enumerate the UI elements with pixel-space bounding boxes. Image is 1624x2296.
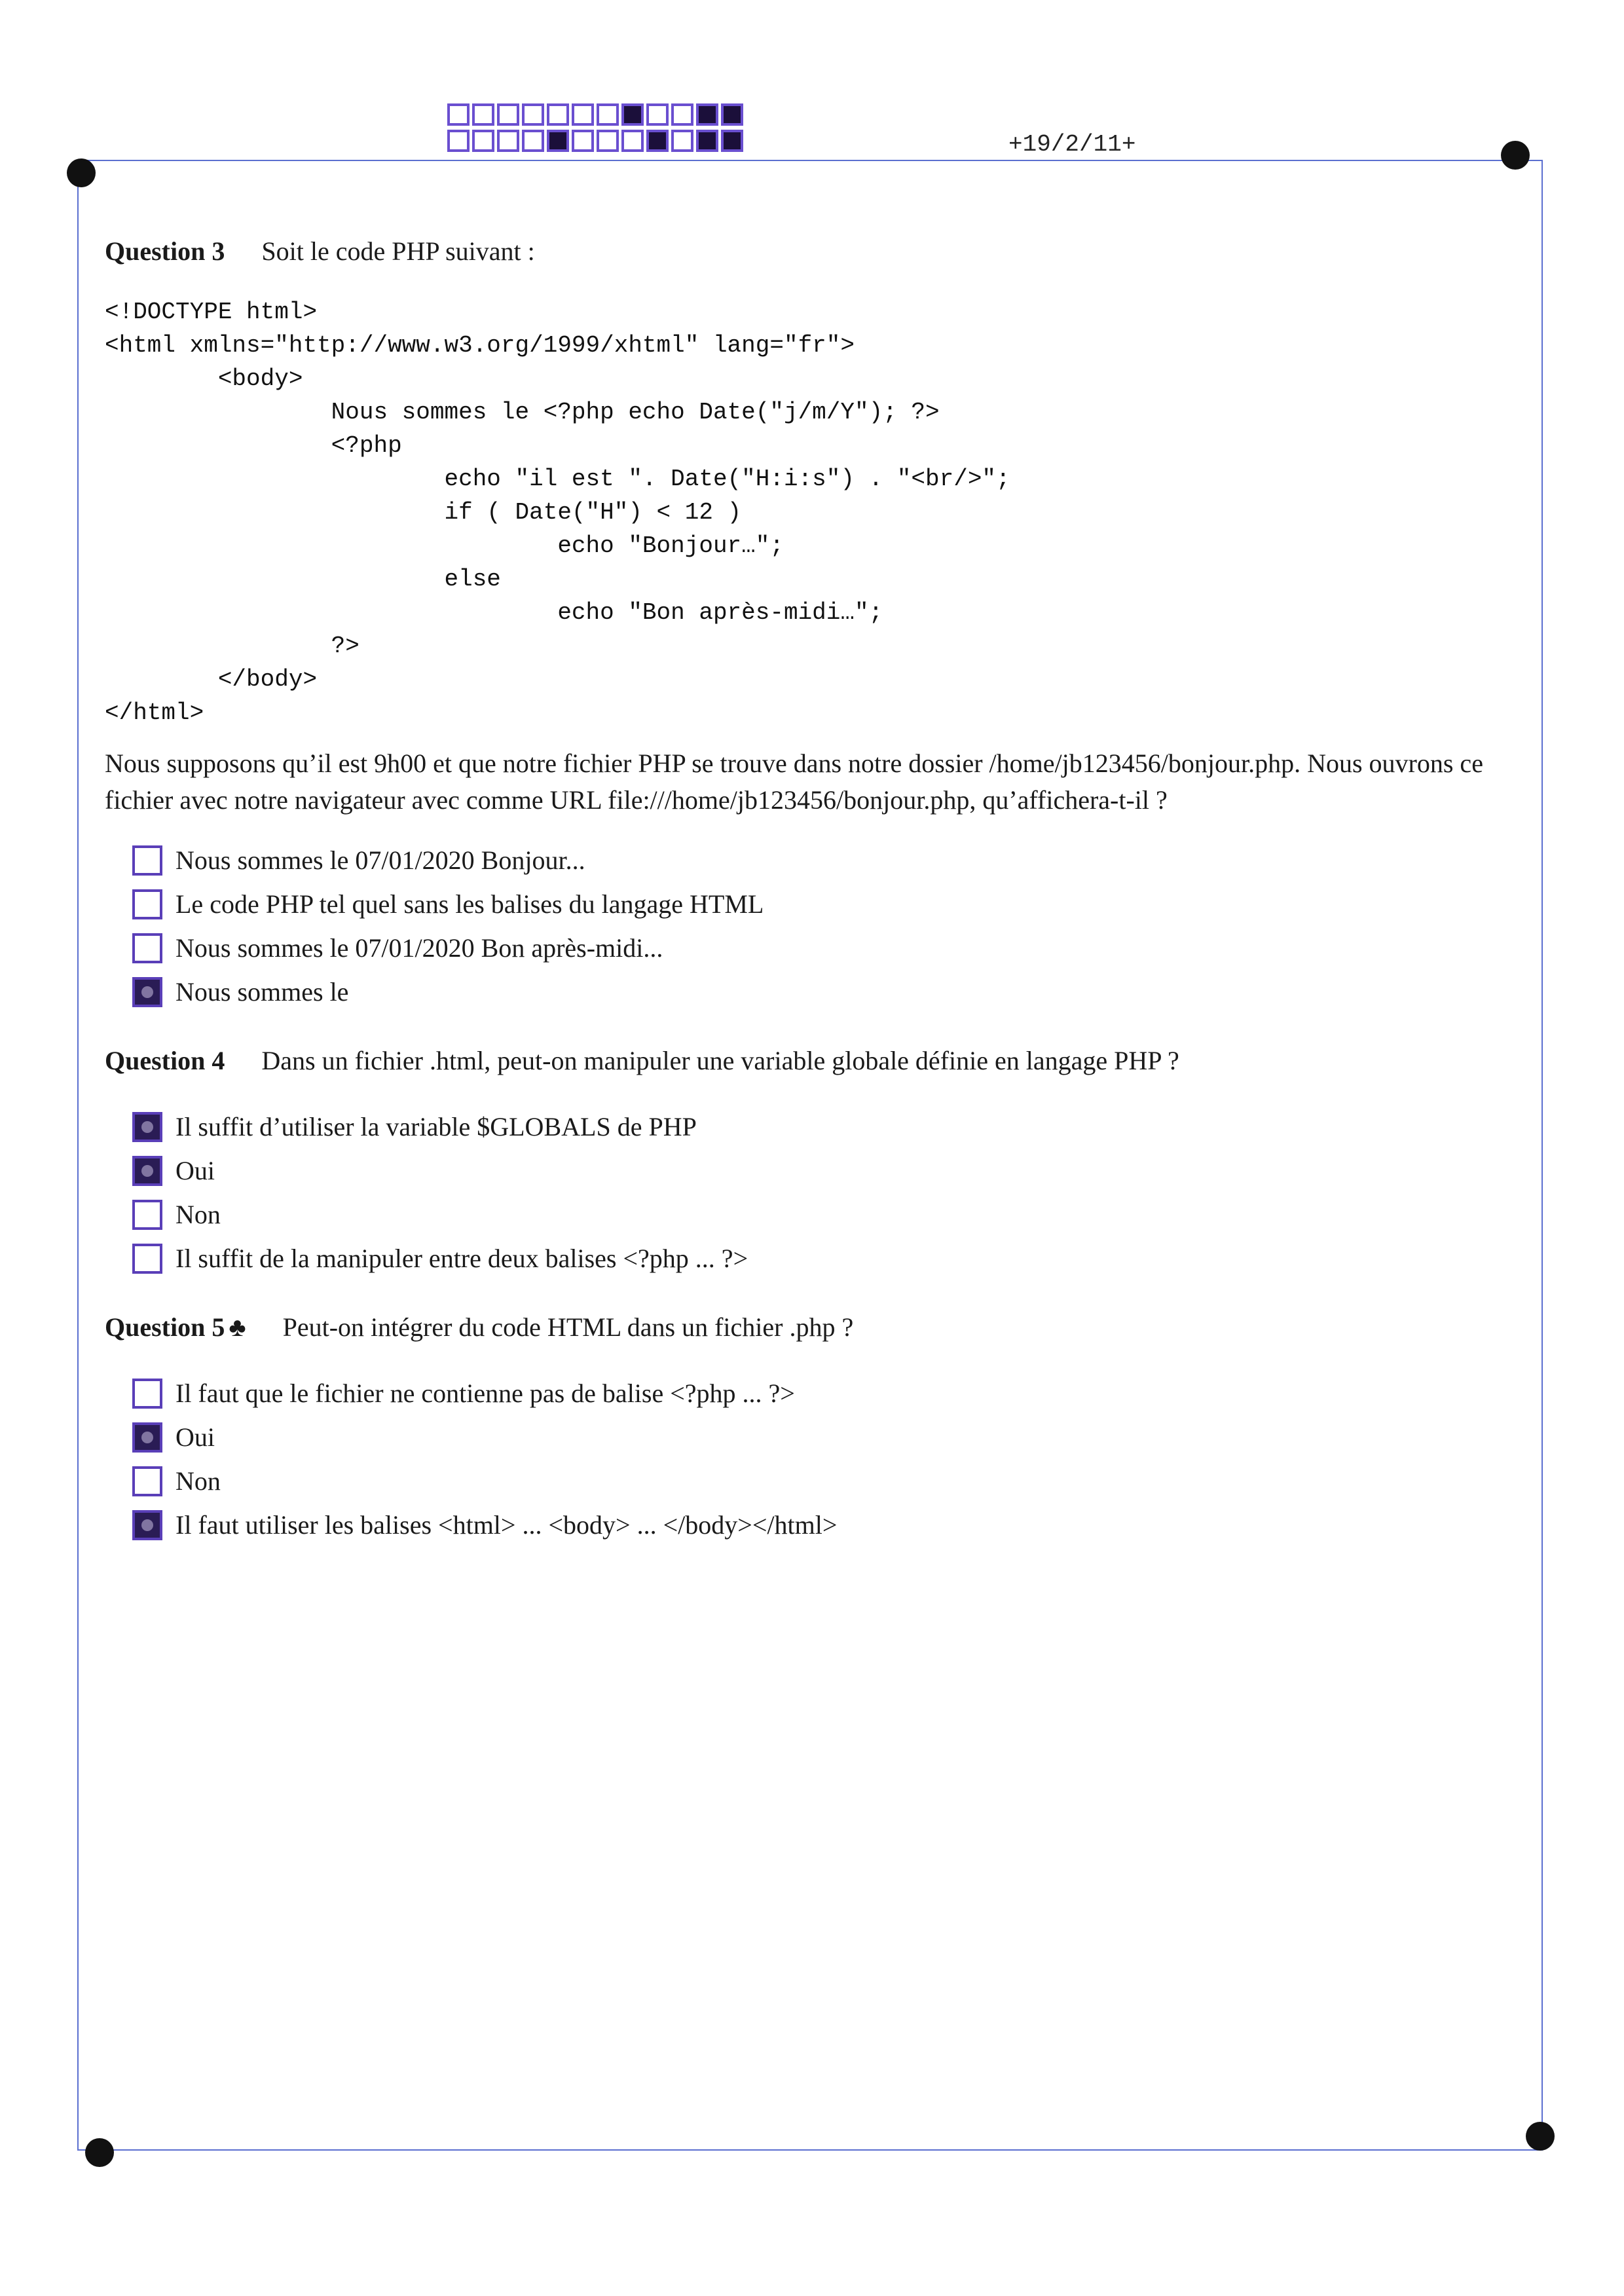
- question-header: [105, 236, 1506, 267]
- question-3: [105, 236, 1506, 1014]
- id-cell: [671, 130, 693, 152]
- answer-checkbox[interactable]: [132, 1510, 162, 1540]
- question-4: [105, 1045, 1506, 1280]
- id-cell: [597, 103, 619, 126]
- student-id-grid: [447, 103, 746, 156]
- registration-mark-bottom-left: [85, 2138, 114, 2167]
- answer-text: Non: [175, 1466, 221, 1496]
- question-label: Question 4: [105, 1046, 225, 1075]
- answer-option[interactable]: [132, 1193, 1506, 1236]
- question-prompt: Peut-on intégrer du code HTML dans un fichier .php ?: [282, 1312, 854, 1342]
- answer-checkbox[interactable]: [132, 1244, 162, 1274]
- id-cell: [547, 130, 569, 152]
- answer-option[interactable]: [132, 1149, 1506, 1193]
- answer-checkbox[interactable]: [132, 1200, 162, 1230]
- id-cell: [597, 130, 619, 152]
- question-prompt: Dans un fichier .html, peut-on manipuler une variable globale définie en langage PHP ?: [261, 1046, 1179, 1075]
- id-cell: [497, 103, 519, 126]
- id-cell: [447, 103, 470, 126]
- answer-text: Oui: [175, 1422, 215, 1452]
- id-cell: [472, 130, 494, 152]
- answer-option[interactable]: [132, 970, 1506, 1014]
- answer-option[interactable]: [132, 1415, 1506, 1459]
- answer-option[interactable]: [132, 1459, 1506, 1503]
- id-cell: [621, 130, 644, 152]
- id-grid-row-1: [447, 103, 746, 126]
- question-header: [105, 1045, 1506, 1076]
- answer-checkbox[interactable]: [132, 977, 162, 1007]
- answer-option[interactable]: [132, 926, 1506, 970]
- question-prompt: Soit le code PHP suivant :: [261, 236, 535, 266]
- question-paragraph: Nous supposons qu’il est 9h00 et que notre fichier PHP se trouve dans notre dossier /home/jb123456/bonjour.php. Nous ouvrons ce fichier avec notre navigateur avec comme URL file:///home/jb123456/bonjour.php, qu’affichera-t-il ?: [105, 749, 1483, 815]
- id-cell: [447, 130, 470, 152]
- answer-option[interactable]: [132, 882, 1506, 926]
- answer-text: Le code PHP tel quel sans les balises du langage HTML: [175, 889, 764, 919]
- answer-option[interactable]: [132, 1371, 1506, 1415]
- php-code-block: <!DOCTYPE html> <html xmlns="http://www.w3.org/1999/xhtml" lang="fr"> <body> Nous sommes le <?php echo Date("j/m/Y"); ?> <?php echo "il est ". Date("H:i:s") . "<br/>"; if ( Date("H") < 12 ) echo "Bonjour…"; else echo "Bon après-midi…"; ?> </body> </html>: [105, 299, 1010, 726]
- id-cell: [646, 130, 669, 152]
- id-cell: [621, 103, 644, 126]
- page-id: +19/2/11+: [1008, 131, 1136, 158]
- answer-text: Nous sommes le 07/01/2020 Bon après-midi...: [175, 933, 663, 963]
- id-cell: [721, 130, 743, 152]
- id-cell: [671, 103, 693, 126]
- question-label: [105, 1312, 246, 1342]
- answer-option[interactable]: [132, 1236, 1506, 1280]
- question-label: Question 3: [105, 236, 225, 266]
- answer-checkbox[interactable]: [132, 1466, 162, 1496]
- answer-checkbox[interactable]: [132, 1156, 162, 1186]
- question-header: [105, 1312, 1506, 1342]
- id-cell: [572, 103, 594, 126]
- answer-text: Nous sommes le 07/01/2020 Bonjour...: [175, 845, 585, 875]
- question-5: [105, 1312, 1506, 1547]
- id-cell: [497, 130, 519, 152]
- registration-mark-top-right: [1501, 141, 1530, 170]
- answer-text: Il suffit d’utiliser la variable $GLOBALS de PHP: [175, 1112, 697, 1141]
- id-cell: [472, 103, 494, 126]
- question-label-text: Question 5: [105, 1312, 225, 1342]
- answer-list: [132, 1105, 1506, 1280]
- answer-text: Il suffit de la manipuler entre deux balises <?php ... ?>: [175, 1244, 748, 1273]
- id-cell: [547, 103, 569, 126]
- id-cell: [721, 103, 743, 126]
- answer-checkbox[interactable]: [132, 1112, 162, 1142]
- answer-list: [132, 1371, 1506, 1547]
- id-cell: [646, 103, 669, 126]
- id-cell: [522, 103, 544, 126]
- answer-checkbox[interactable]: [132, 933, 162, 963]
- answer-option[interactable]: [132, 838, 1506, 882]
- answer-text: Oui: [175, 1156, 215, 1185]
- answer-checkbox[interactable]: [132, 845, 162, 876]
- id-grid-row-2: [447, 130, 746, 152]
- answer-text: Non: [175, 1200, 221, 1229]
- answer-text: Il faut que le fichier ne contienne pas de balise <?php ... ?>: [175, 1379, 795, 1408]
- answer-option[interactable]: [132, 1105, 1506, 1149]
- answer-checkbox[interactable]: [132, 1379, 162, 1409]
- answer-option[interactable]: [132, 1503, 1506, 1547]
- id-cell: [522, 130, 544, 152]
- answer-checkbox[interactable]: [132, 1422, 162, 1453]
- id-cell: [696, 103, 718, 126]
- registration-mark-top-left: [67, 158, 96, 187]
- answer-checkbox[interactable]: [132, 889, 162, 919]
- registration-mark-bottom-right: [1526, 2122, 1555, 2151]
- answer-text: Il faut utiliser les balises <html> ... <body> ... </body></html>: [175, 1510, 838, 1540]
- answer-text: Nous sommes le: [175, 977, 349, 1007]
- id-cell: [696, 130, 718, 152]
- id-cell: [572, 130, 594, 152]
- answer-list: [132, 838, 1506, 1014]
- club-icon: ♣: [229, 1312, 246, 1342]
- exam-content: [105, 236, 1506, 1578]
